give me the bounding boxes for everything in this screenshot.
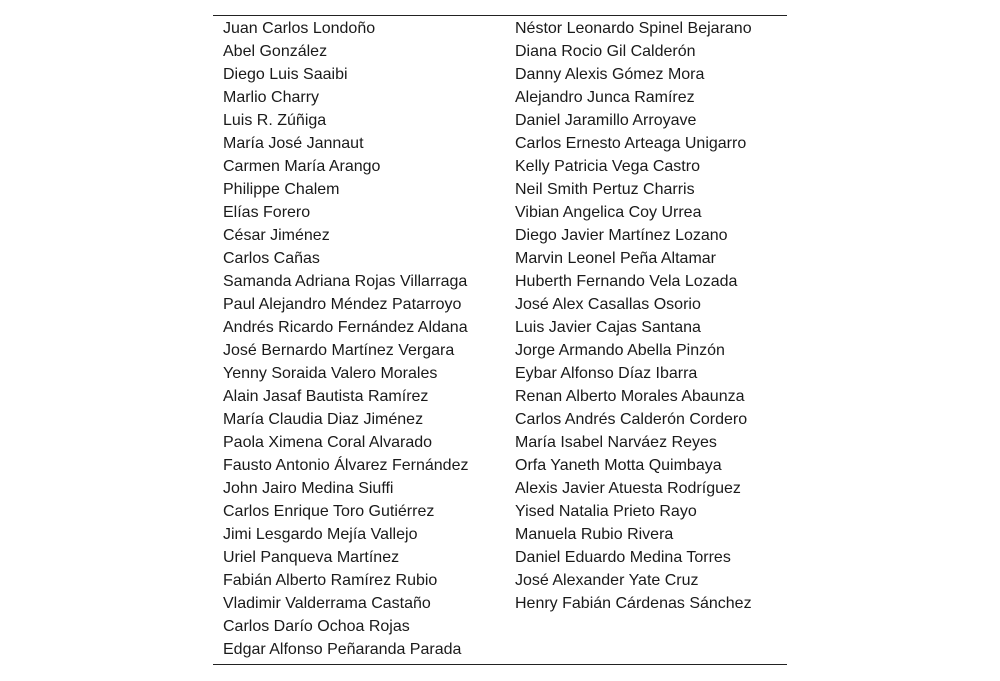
- name-entry: Daniel Jaramillo Arroyave: [515, 112, 697, 129]
- name-entry: Juan Carlos Londoño: [223, 20, 376, 37]
- name-entry: Philippe Chalem: [223, 181, 340, 198]
- name-entry: Eybar Alfonso Díaz Ibarra: [515, 365, 698, 382]
- name-entry: Carlos Enrique Toro Gutiérrez: [223, 503, 435, 520]
- name-entry: Huberth Fernando Vela Lozada: [515, 273, 738, 290]
- name-entry: Carlos Darío Ochoa Rojas: [223, 618, 410, 635]
- name-entry: Marlio Charry: [223, 89, 320, 106]
- name-entry: Alexis Javier Atuesta Rodríguez: [515, 480, 741, 497]
- name-entry: María Isabel Narváez Reyes: [515, 434, 717, 451]
- name-entry: Alejandro Junca Ramírez: [515, 89, 695, 106]
- name-entry: Diana Rocio Gil Calderón: [515, 43, 696, 60]
- name-entry: Néstor Leonardo Spinel Bejarano: [515, 20, 752, 37]
- name-entry: María José Jannaut: [223, 135, 364, 152]
- name-entry: Renan Alberto Morales Abaunza: [515, 388, 745, 405]
- name-entry: Yised Natalia Prieto Rayo: [515, 503, 697, 520]
- name-entry: Manuela Rubio Rivera: [515, 526, 674, 543]
- name-entry: Carlos Cañas: [223, 250, 320, 267]
- names-column-left: [223, 17, 468, 661]
- names-table: [213, 15, 787, 665]
- name-entry: Andrés Ricardo Fernández Aldana: [223, 319, 468, 336]
- name-entry: Henry Fabián Cárdenas Sánchez: [515, 595, 752, 612]
- name-entry: Paola Ximena Coral Alvarado: [223, 434, 433, 451]
- name-entry: Daniel Eduardo Medina Torres: [515, 549, 731, 566]
- name-entry: Carlos Ernesto Arteaga Unigarro: [515, 135, 747, 152]
- name-entry: Yenny Soraida Valero Morales: [223, 365, 438, 382]
- name-entry: Paul Alejandro Méndez Patarroyo: [223, 296, 462, 313]
- name-entry: Neil Smith Pertuz Charris: [515, 181, 695, 198]
- name-entry: Luis Javier Cajas Santana: [515, 319, 701, 336]
- name-entry: Kelly Patricia Vega Castro: [515, 158, 700, 175]
- name-entry: Uriel Panqueva Martínez: [223, 549, 400, 566]
- name-entry: Samanda Adriana Rojas Villarraga: [223, 273, 468, 290]
- name-entry: Jimi Lesgardo Mejía Vallejo: [223, 526, 418, 543]
- name-entry: John Jairo Medina Siuffi: [223, 480, 394, 497]
- name-entry: Jorge Armando Abella Pinzón: [515, 342, 725, 359]
- name-entry: Marvin Leonel Peña Altamar: [515, 250, 716, 267]
- name-entry: Fausto Antonio Álvarez Fernández: [223, 457, 469, 474]
- name-entry: Elías Forero: [223, 204, 311, 221]
- name-entry: Diego Javier Martínez Lozano: [515, 227, 728, 244]
- name-entry: José Bernardo Martínez Vergara: [223, 342, 455, 359]
- name-entry: José Alexander Yate Cruz: [515, 572, 699, 589]
- names-column-right: [515, 17, 752, 615]
- name-entry: Fabián Alberto Ramírez Rubio: [223, 572, 438, 589]
- name-entry: Carmen María Arango: [223, 158, 381, 175]
- name-entry: Alain Jasaf Bautista Ramírez: [223, 388, 429, 405]
- name-entry: María Claudia Diaz Jiménez: [223, 411, 424, 428]
- name-entry: Carlos Andrés Calderón Cordero: [515, 411, 748, 428]
- name-entry: Edgar Alfonso Peñaranda Parada: [223, 641, 462, 658]
- name-entry: Abel González: [223, 43, 328, 60]
- name-entry: José Alex Casallas Osorio: [515, 296, 701, 313]
- name-entry: Orfa Yaneth Motta Quimbaya: [515, 457, 722, 474]
- name-entry: Vladimir Valderrama Castaño: [223, 595, 431, 612]
- name-entry: Vibian Angelica Coy Urrea: [515, 204, 702, 221]
- name-entry: Danny Alexis Gómez Mora: [515, 66, 705, 83]
- name-entry: César Jiménez: [223, 227, 330, 244]
- name-entry: Diego Luis Saaibi: [223, 66, 348, 83]
- name-entry: Luis R. Zúñiga: [223, 112, 327, 129]
